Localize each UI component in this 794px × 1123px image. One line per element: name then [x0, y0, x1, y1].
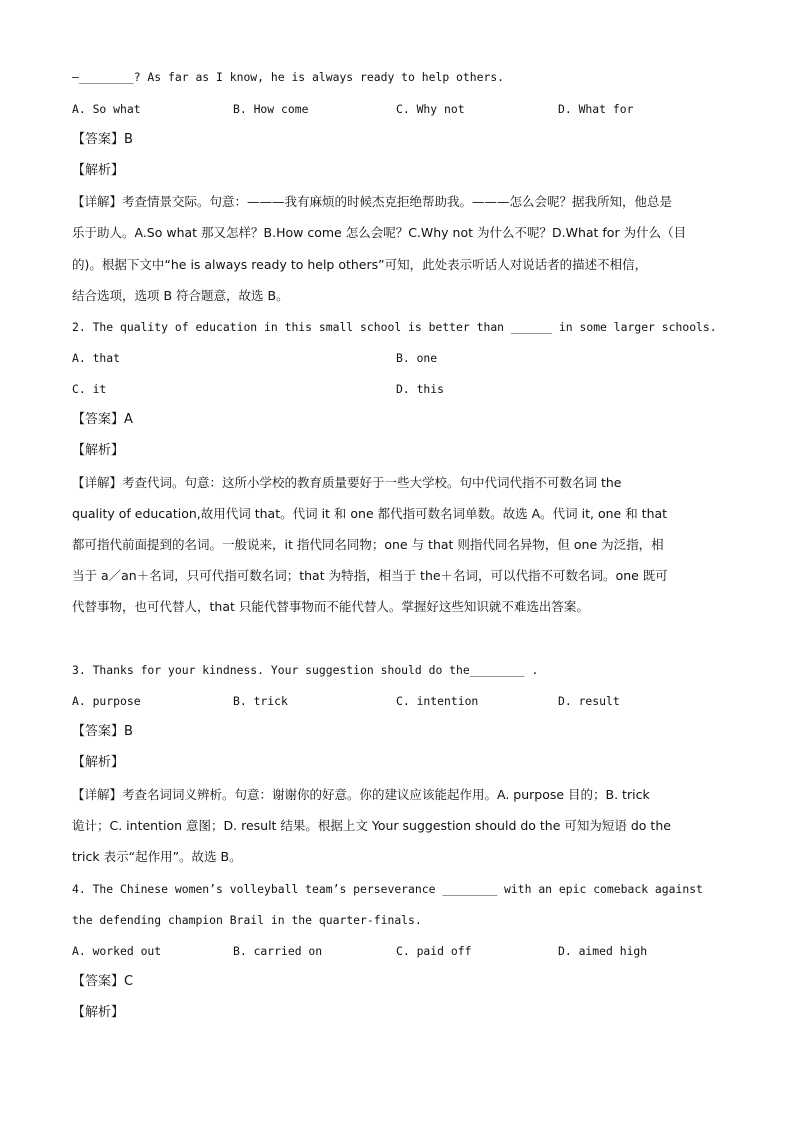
q1-detail-line-4: 结合选项，选项 B 符合题意，故选 B。 — [72, 288, 289, 303]
q3-answer: 【答案】B — [72, 724, 133, 739]
q2-detail-line-1: 【详解】考查代词。句意：这所小学校的教育质量要好于一些大学校。句中代词代指不可数名词 the — [72, 475, 622, 490]
q2-option-a: A. that — [72, 351, 121, 365]
q2-detail-line-2: quality of education,故用代词 that。代词 it 和 one 都代指可数名词单数。故选 A。代词 it, one 和 that — [72, 506, 668, 521]
q4-option-b: B. carried on — [233, 944, 323, 958]
q1-detail-line-2: 乐于助人。A.So what 那又怎样？B.How come 怎么会呢？C.Why not 为什么不呢？D.What for 为什么（目 — [72, 225, 687, 240]
q4-option-a: A. worked out — [72, 944, 162, 958]
q3-detail-line-2: 诡计；C. intention 意图；D. result 结果。根据上文 Your suggestion should do the 可知为短语 do the — [72, 818, 671, 833]
q2-option-d: D. this — [396, 382, 445, 396]
q3-stem: 3. Thanks for your kindness. Your suggestion should do the________ . — [72, 663, 539, 677]
q3-option-c: C. intention — [396, 694, 479, 708]
q1-detail-line-1: 【详解】考查情景交际。句意：———我有麻烦的时候杰克拒绝帮助我。———怎么会呢？据我所知，他总是 — [72, 194, 673, 209]
q2-detail-line-5: 代替事物，也可代替人，that 只能代替事物而不能代替人。掌握好这些知识就不难选出答案。 — [72, 599, 589, 614]
q1-stem: —________? As far as I know, he is always ready to help others. — [72, 70, 505, 84]
q3-detail-line-3: trick 表示“起作用”。故选 B。 — [72, 849, 242, 864]
q3-option-a: A. purpose — [72, 694, 141, 708]
q4-analysis-heading: 【解析】 — [72, 1005, 125, 1020]
q3-option-d: D. result — [558, 694, 620, 708]
q1-answer: 【答案】B — [72, 132, 133, 147]
q3-analysis-heading: 【解析】 — [72, 755, 125, 770]
q4-stem-line-1: 4. The Chinese women’s volleyball team’s perseverance ________ with an epic comeback against — [72, 882, 703, 896]
q4-stem-line-2: the defending champion Brail in the quarter-finals. — [72, 913, 422, 927]
q1-option-b: B. How come — [233, 102, 309, 116]
q3-option-b: B. trick — [233, 694, 288, 708]
q2-detail-line-3: 都可指代前面提到的名词。一般说来，it 指代同名同物；one 与 that 则指代同名异物，但 one 为泛指，相 — [72, 537, 664, 552]
q4-option-c: C. paid off — [396, 944, 472, 958]
q1-option-c: C. Why not — [396, 102, 465, 116]
q4-option-d: D. aimed high — [558, 944, 648, 958]
q1-option-a: A. So what — [72, 102, 141, 116]
q4-answer: 【答案】C — [72, 974, 134, 989]
q3-detail-line-1: 【详解】考查名词词义辨析。句意：谢谢你的好意。你的建议应该能起作用。A. purpose 目的；B. trick — [72, 787, 650, 802]
q1-detail-line-3: 的)。根据下文中“he is always ready to help others”可知，此处表示听话人对说话者的描述不相信， — [72, 257, 648, 272]
q2-stem: 2. The quality of education in this small school is better than ______ in some larger schools. — [72, 320, 717, 334]
q2-option-c: C. it — [72, 382, 107, 396]
q1-analysis-heading: 【解析】 — [72, 163, 125, 178]
q2-analysis-heading: 【解析】 — [72, 443, 125, 458]
q2-option-b: B. one — [396, 351, 438, 365]
q2-answer: 【答案】A — [72, 412, 133, 427]
q2-detail-line-4: 当于 a／an＋名词，只可代指可数名词；that 为特指，相当于 the＋名词，可以代指不可数名词。one 既可 — [72, 568, 668, 583]
q1-option-d: D. What for — [558, 102, 634, 116]
